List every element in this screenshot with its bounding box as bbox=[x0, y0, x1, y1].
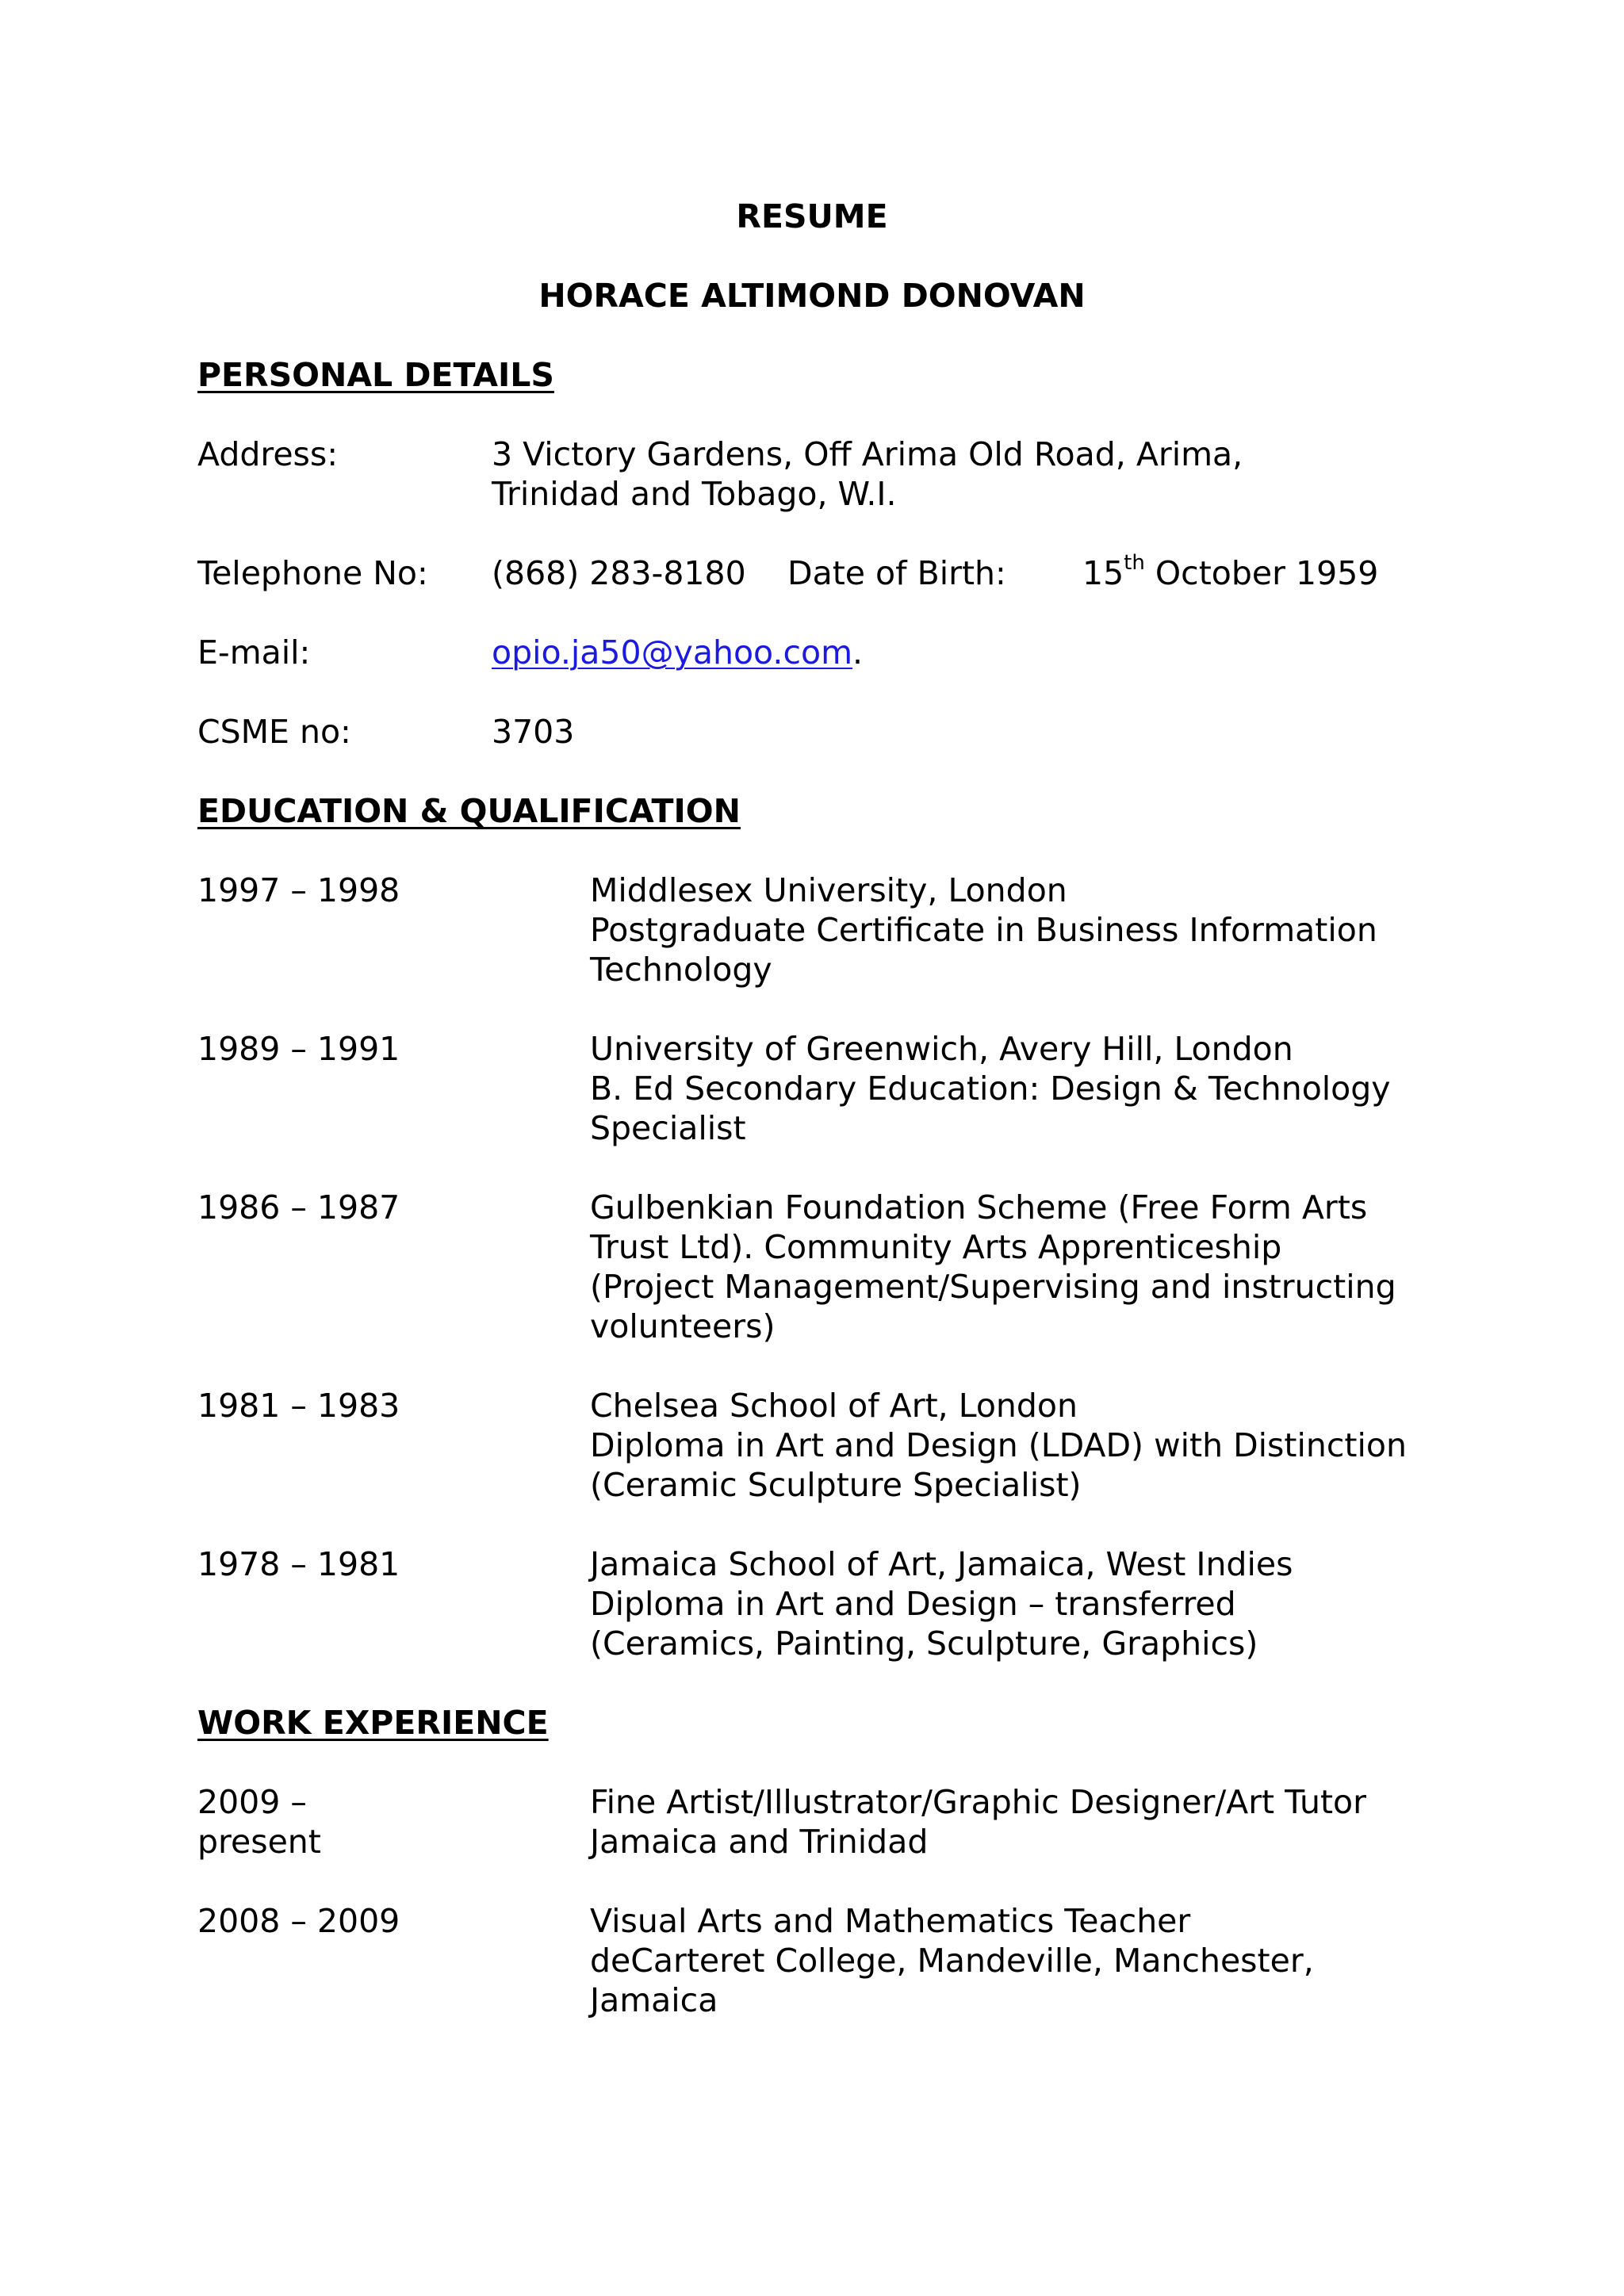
education-entry bbox=[590, 871, 1377, 989]
education-years: 1997 – 1998 bbox=[197, 871, 400, 909]
address-label: Address: bbox=[197, 435, 339, 473]
education-entry bbox=[590, 1544, 1293, 1663]
education-line: (Ceramics, Painting, Sculpture, Graphics) bbox=[590, 1624, 1258, 1663]
email-trailing-period: . bbox=[852, 633, 864, 672]
dob-label: Date of Birth: bbox=[787, 554, 1006, 592]
education-line: Technology bbox=[590, 951, 772, 989]
work-line: Visual Arts and Mathematics Teacher bbox=[590, 1902, 1191, 1940]
work-years bbox=[197, 1901, 400, 1941]
education-line: Middlesex University, London bbox=[590, 871, 1067, 909]
dob-month-year: October 1959 bbox=[1155, 554, 1379, 592]
education-line: University of Greenwich, Avery Hill, London bbox=[590, 1030, 1293, 1068]
work-entry bbox=[590, 1901, 1314, 2020]
work-line: Jamaica bbox=[590, 1981, 718, 2019]
education-line: Postgraduate Certificate in Business Information bbox=[590, 911, 1377, 949]
dob-day: 15 bbox=[1082, 554, 1124, 592]
telephone-value: (868) 283-8180 bbox=[492, 554, 746, 592]
dob-value bbox=[1082, 553, 1378, 593]
email-link[interactable]: opio.ja50@yahoo.com bbox=[492, 633, 853, 672]
address-value bbox=[492, 434, 1243, 514]
csme-value: 3703 bbox=[492, 713, 575, 751]
education-years: 1978 – 1981 bbox=[197, 1545, 400, 1583]
education-years: 1989 – 1991 bbox=[197, 1030, 400, 1068]
education-line: Jamaica School of Art, Jamaica, West Indies bbox=[590, 1545, 1293, 1583]
work-entry bbox=[590, 1782, 1366, 1862]
document-title: RESUME bbox=[736, 197, 888, 235]
education-years: 1981 – 1983 bbox=[197, 1387, 400, 1425]
dob-day-suffix: th bbox=[1124, 551, 1145, 576]
education-line: (Ceramic Sculpture Specialist) bbox=[590, 1466, 1082, 1504]
csme-label: CSME no: bbox=[197, 713, 351, 751]
telephone-label: Telephone No: bbox=[197, 554, 428, 592]
address-line: Trinidad and Tobago, W.I. bbox=[492, 475, 897, 513]
education-line: B. Ed Secondary Education: Design & Technology bbox=[590, 1070, 1391, 1108]
work-line: deCarteret College, Mandeville, Manchester, bbox=[590, 1942, 1314, 1980]
education-line: Chelsea School of Art, London bbox=[590, 1387, 1078, 1425]
address-line: 3 Victory Gardens, Off Arima Old Road, Arima, bbox=[492, 435, 1243, 473]
education-line: Trust Ltd). Community Arts Apprenticeship bbox=[590, 1228, 1282, 1266]
work-years bbox=[197, 1782, 321, 1862]
education-entry bbox=[590, 1386, 1407, 1505]
work-line: Jamaica and Trinidad bbox=[590, 1823, 929, 1861]
work-years-line: 2009 – bbox=[197, 1783, 307, 1821]
person-name: HORACE ALTIMOND DONOVAN bbox=[538, 277, 1086, 315]
education-years: 1986 – 1987 bbox=[197, 1188, 400, 1226]
education-heading: EDUCATION & QUALIFICATION bbox=[197, 792, 741, 830]
education-entry bbox=[590, 1188, 1396, 1346]
education-line: Diploma in Art and Design (LDAD) with Distinction bbox=[590, 1426, 1407, 1464]
education-line: (Project Management/Supervising and instructing bbox=[590, 1268, 1396, 1306]
email-value bbox=[492, 633, 863, 672]
education-line: Diploma in Art and Design – transferred bbox=[590, 1585, 1236, 1623]
personal-details-heading: PERSONAL DETAILS bbox=[197, 356, 554, 394]
work-line: Fine Artist/Illustrator/Graphic Designer/Art Tutor bbox=[590, 1783, 1366, 1821]
education-entry bbox=[590, 1029, 1391, 1148]
education-line: Specialist bbox=[590, 1109, 746, 1147]
work-experience-heading: WORK EXPERIENCE bbox=[197, 1704, 549, 1742]
email-label: E-mail: bbox=[197, 633, 311, 672]
education-line: Gulbenkian Foundation Scheme (Free Form Arts bbox=[590, 1188, 1368, 1226]
work-years-line: 2008 – 2009 bbox=[197, 1902, 400, 1940]
work-years-line: present bbox=[197, 1823, 321, 1861]
education-line: volunteers) bbox=[590, 1307, 776, 1345]
